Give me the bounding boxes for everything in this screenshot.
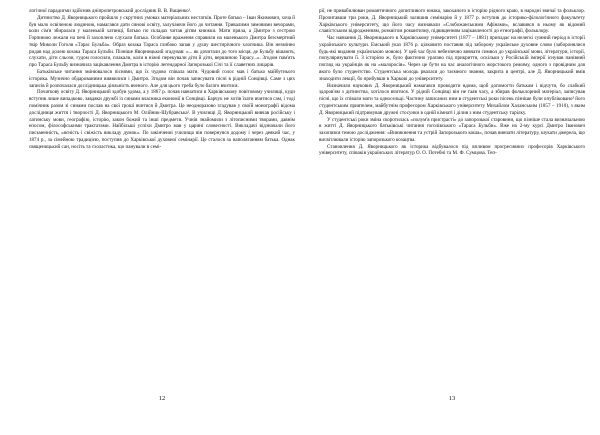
left-page — [29, 8, 295, 428]
paragraph: рії, не привабилюван романтичного допитливого юнака, закоханого в історію рідного краю, в народні звичаї та фольклор. Прочитавши три роки, Д. Яворницький залишив семінарію й у 1877 р. вступив до історико-філологічного факультету Харківського університету, що його часу визнавали «Слобожанськими Афінами», вславився в ньому як відомий славістським відродженням, розквітом романтизму, підвищенням зацікавленості до етнографії, фольклору. — [319, 8, 585, 35]
right-page-text — [319, 8, 585, 157]
right-page — [319, 8, 585, 428]
paragraph: Дитинство Д. Яворницького пройшло у скрутних умовах матеріальних нестатків. Проте батько – Іван Якимович, хоча й був мало освіченою людиною, намагався дати синові освіту, залучаючи його до читання. Тривалими зимовими вечорами, коли сім'я збиралася у маленькій хатинці, батько по складах читав дітям книжки. Мати пряла, а Дмитро з сестрою Горпиною лежали на печі й захоплено слухали батька. Особливе враження справили на маленького Дмитра безсмертний твір Миколи Гоголя «Тарас Бульба». Образ козака Тараса глибоко запав у душу шестирічного хлопчика. Він незмінно ридав над долею козака Тараса Бульби. Пізніше Яворницький згадував: «... як дочитали до того місця, де Бульбу вішають, слухати, діти сльози, гудом голосили, плакали, коли в ніжні перекували діти й діти, вершиною Тарасу...». Згодом пам'ять про Тараса Бульбу визначила зацікавлення Дмитра в історію легендарної Запорозької Січі та її славетних лицарів. — [29, 14, 295, 69]
paragraph: Становлення Д. Яворницького як історика відбувалося під впливом прогресивних професорів Харківського університету, співаків українських літератур О. О. Потебні та М. Ф. Сумцова. Теп- — [319, 143, 585, 157]
paragraph: Батьківське читання змінювалося піснями, що їх чудово співала мати. Чудовий голос мав і батько майбутнього історика. Музично обдарованими виявилися і Дмитро. Згодом він почав записувати пісні в рідній Сонцівці. Саме з цих записів й розпочалася дослідницька діяльність вченого. Але для цього треба було багато вчитися. — [29, 69, 295, 89]
paragraph: логічної парадигми здійснив дніпропетровський дослідник В. В. Ващенко¹. — [29, 8, 192, 14]
page-number: 13 — [448, 395, 456, 402]
page-number: 12 — [158, 395, 166, 402]
paragraph: Час навчання Д. Яворницького в Харківському університеті (1877 – 1881) припадає на нелегкі сумний період в історії українського культури. Емський указ 1876 р. цілковито поставив під заборону українське духовне слово (заборонялися будь-які видання українською мовою). У цей час було небезпечно вивчати символ до української мови, літератури, історії, популяризувати її. З історією ж, було фактично ураґано під прикриття, оскільки у Російській імперії існував панівний погляд на українців як на «малоросів». Через це бути на час аналогічного жорстокого режиму, одного з провідним для якого було студентство. Студентська молодь рвалася до таємного знання, закрита в центрі, але Д. Яворницький вмів знаходити лекції, бо прибувши в Харкові до університету. — [319, 35, 585, 82]
paragraph: Початкову освіту Д. Яворницький здобув удома, а у 1867 р. почав навчатися в Харківському повітовому училищі, куди вступив лише випадково, завдяки дружбі із синами власника економії в Сонцівці. Барчук не хотів їхати вчитися сам, і тоді помічник разом зі синами послав на свої гроші вчитися й Дмитра. Це неодноразово згадував у своїй монографії відома дослідниця життя і творчості Д. Яворницького М. Олійник-Шубравська². В училищі Д. Яворницький вивчав російську і латинську мови, географію, історію, закон божий та інші предмети. Учнів знайомили з літописними творами, давнім епосом, філософськими трактатами. Найбільші успіхи Дмитро мав у царині словесності. Викладачі відзначали його письменність, «ясність і свіжість викладу думок». По закінченні училища він повернувся додому і через деякий час, у 1874 р., за сімейною традицією, поступив до Харківської духовної семінарії. Це сталося за наполяганням батька. Однак священицький сан, носіть та схоластика, що панували в семі- — [29, 89, 295, 150]
paragraph: У студентські роки зміна скоротилась «полум'я пристрасті» до запорозької старовини, що пізніше стала визначальною в житті Д. Яворницького батьківські читання гоголівського «Тараса Бульби». Вже на 2-му курсі Дмитро Іванович захопився темою дослідження: «Виникнення та устрій Запорозького коша», почав вивчати літературу, шукати джерела, що висвітлювали історію запорозького козацтва. — [319, 116, 585, 143]
paragraph: Визначили наукових Д. Яворницький намагався проводити вдома, щоб допомогти батькам і відчути, бо слабкий здоров'ям з дитинства, хотілося вчитися. У рідній Сонцівці він не гаяв часу, а збирав фольклорний матеріал, записував пісні, що їх співали мати та односельці. Частину записаних ним в студентські роки пісень пізніше були опубліковано³ його студентським приятелем, майбутнім професором Харківського університету Михайлом Халанським (1857 – 1910), з яким Д. Яворницький підтримував дружні стосунки в одній кімнаті і ділив з ним студентську тарілку. — [319, 82, 585, 116]
left-page-text — [29, 8, 295, 150]
